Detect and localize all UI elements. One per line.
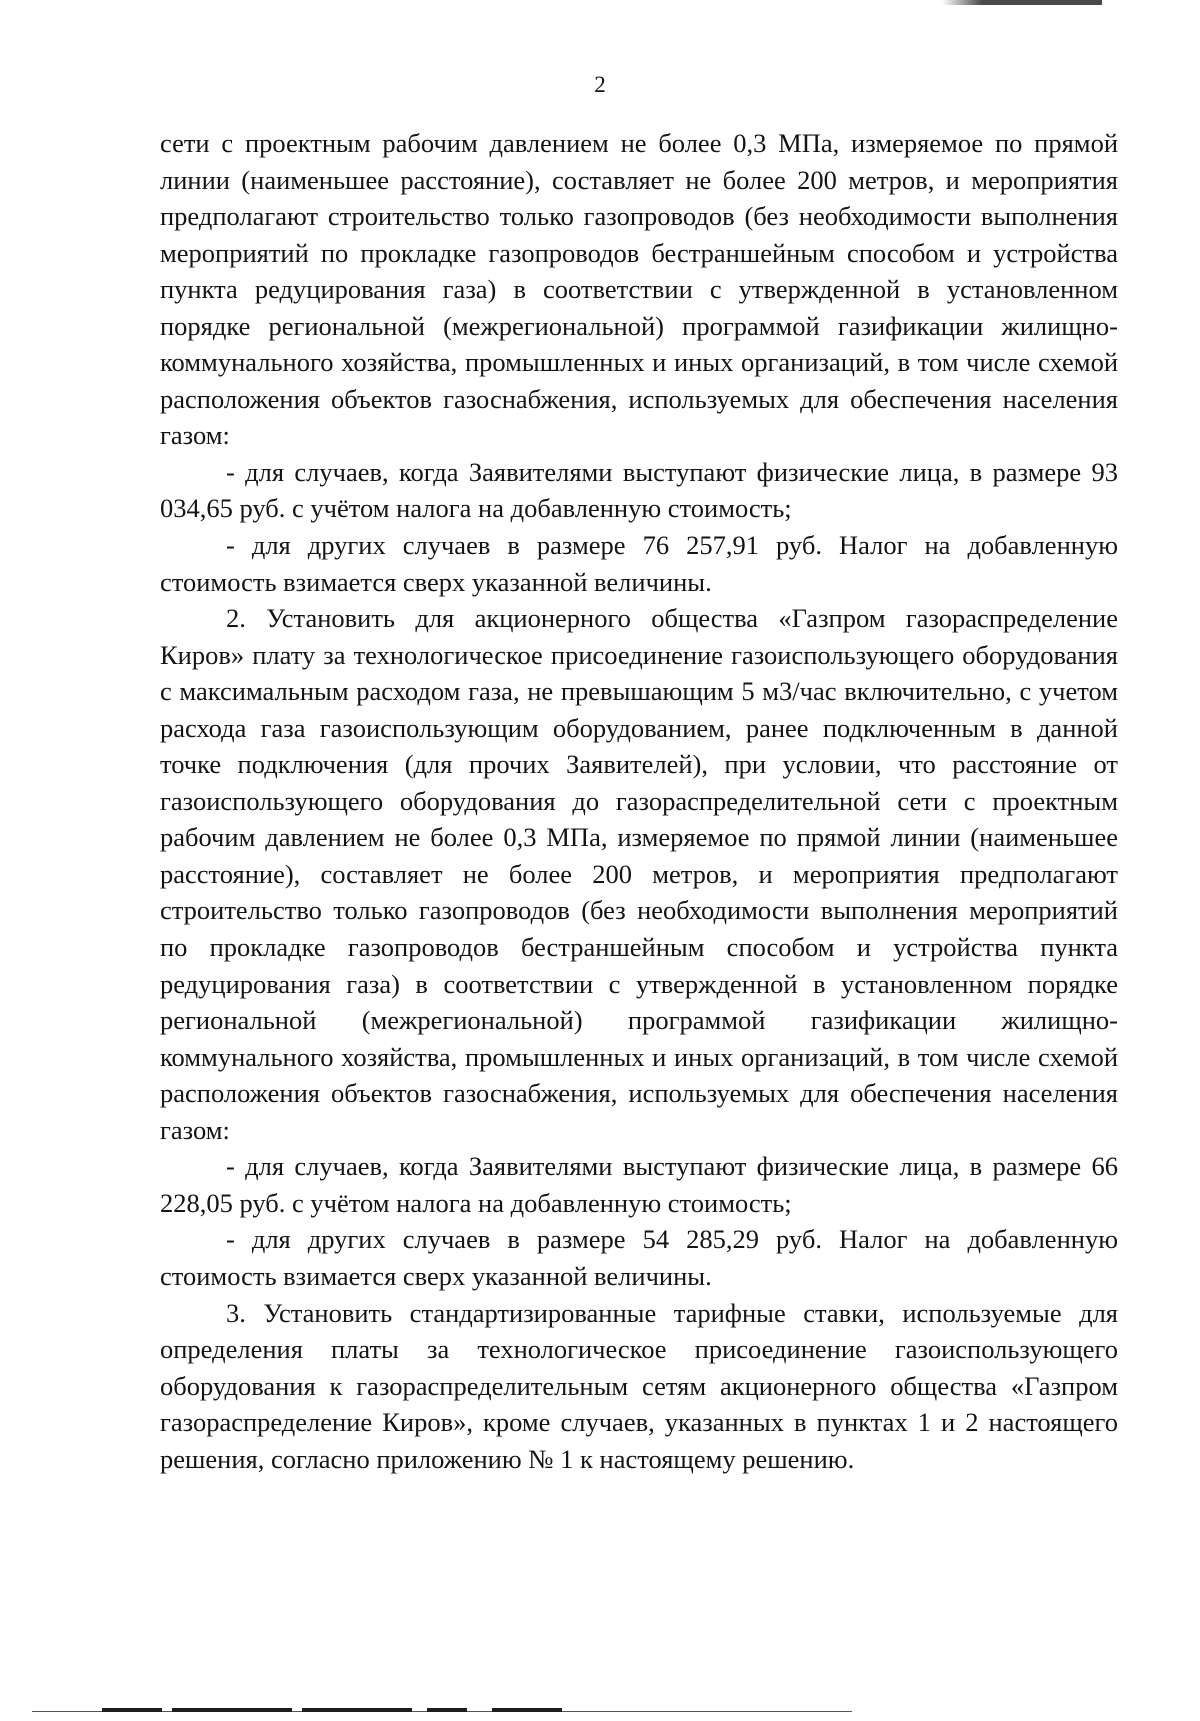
paragraph-item-other-cases-1: - для других случаев в размере 76 257,91 руб. Налог на добавленную стоимость взимается сверх указанной величины. (160, 530, 1118, 597)
page-number: 2 (594, 72, 606, 97)
paragraph-item-individuals-2: - для случаев, когда Заявителями выступают физические лица, в размере 66 228,05 руб. с учётом налога на добавленную стоимость; (160, 1151, 1118, 1218)
paragraph-item-individuals-1: - для случаев, когда Заявителями выступают физические лица, в размере 93 034,65 руб. с учётом налога на добавленную стоимость; (160, 456, 1118, 524)
paragraph-clause-3: 3. Установить стандартизированные тарифные ставки, используемые для определения платы за технологическое присоединение газоиспользующего оборудования к газораспределительным сетям акционерного общества «Газпром газораспределение Киров», кроме случаев, указанных в пунктах 1 и 2 настоящего решения, согласно приложению № 1 к настоящему решению. (160, 1297, 1118, 1474)
scan-artifact-top (942, 0, 1102, 5)
document-body (160, 125, 1118, 1477)
paragraph-continuation: сети с проектным рабочим давлением не более 0,3 МПа, измеряемое по прямой линии (наименьшее расстояние), составляет не более 200 метров, и мероприятия предполагают строительство только газопроводов (без необходимости выполнения мероприятий по прокладке газопроводов бестраншейным способом и устройства пункта редуцирования газа) в соответствии с утвержденной в установленном порядке региональной (межрегиональной) программой газификации жилищно-коммунального хозяйства, промышленных и иных организаций, в том числе схемой расположения объектов газоснабжения, используемых для обеспечения населения газом: (160, 128, 1118, 451)
paragraph-clause-2: 2. Установить для акционерного общества «Газпром газораспределение Киров» плату за технологическое присоединение газоиспользующего оборудования с максимальным расходом газа, не превышающим 5 м3/час включительно, с учетом расхода газа газоиспользующим оборудованием, ранее подключенным в данной точке подключения (для прочих Заявителей), при условии, что расстояние от газоиспользующего оборудования до газораспределительной сети с проектным рабочим давлением не более 0,3 МПа, измеряемое по прямой линии (наименьшее расстояние), составляет не более 200 метров, и мероприятия предполагают строительство только газопроводов (без необходимости выполнения мероприятий по прокладке газопроводов бестраншейным способом и устройства пункта редуцирования газа) в соответствии с утвержденной в установленном порядке региональной (межрегиональной) программой газификации жилищно-коммунального хозяйства, промышленных и иных организаций, в том числе схемой расположения объектов газоснабжения, используемых для обеспечения населения газом: (160, 603, 1118, 1145)
paragraph-item-other-cases-2: - для других случаев в размере 54 285,29 руб. Налог на добавленную стоимость взимается сверх указанной величины. (160, 1224, 1118, 1291)
scan-artifact-bottom (32, 1704, 852, 1714)
